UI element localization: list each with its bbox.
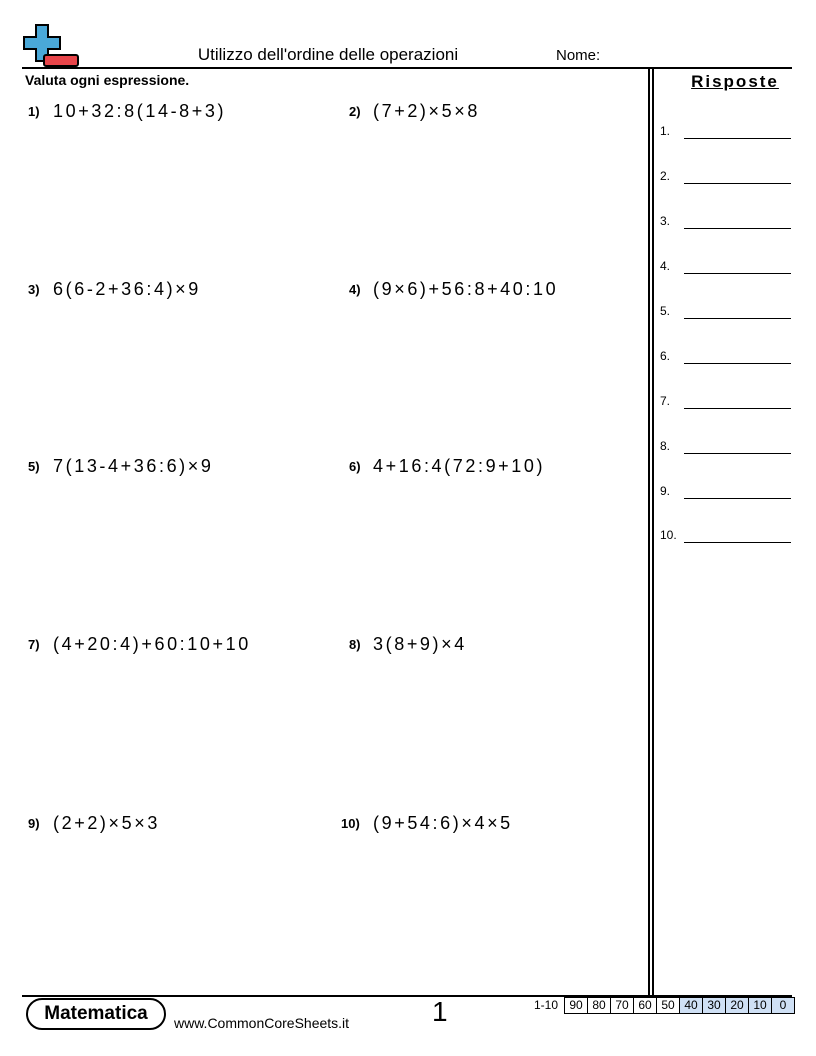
answer-line[interactable] bbox=[684, 138, 791, 139]
problem-expression: 3(8+9)×4 bbox=[373, 634, 467, 654]
score-table bbox=[564, 997, 795, 1014]
answer-line[interactable] bbox=[684, 273, 791, 274]
problem-number: 3) bbox=[28, 282, 40, 297]
problem-number: 4) bbox=[349, 282, 361, 297]
answer-line[interactable] bbox=[684, 318, 791, 319]
problem-expression: (4+20:4)+60:10+10 bbox=[53, 634, 251, 654]
score-cell: 30 bbox=[703, 998, 726, 1014]
answer-label: 2. bbox=[660, 169, 671, 183]
score-cell: 50 bbox=[657, 998, 680, 1014]
score-cell: 40 bbox=[680, 998, 703, 1014]
problem-expression: (2+2)×5×3 bbox=[53, 813, 160, 833]
problem-expression: 4+16:4(72:9+10) bbox=[373, 456, 546, 476]
answer-line[interactable] bbox=[684, 542, 791, 543]
score-range: 1-10 bbox=[534, 998, 559, 1012]
score-cell: 0 bbox=[772, 998, 795, 1014]
problem-expression: 7(13-4+36:6)×9 bbox=[53, 456, 214, 476]
problem-number: 1) bbox=[28, 104, 40, 119]
answer-line[interactable] bbox=[684, 228, 791, 229]
problem-number: 8) bbox=[349, 637, 361, 652]
header-divider bbox=[22, 67, 792, 69]
answer-label: 8. bbox=[660, 439, 671, 453]
problem-number: 7) bbox=[28, 637, 40, 652]
problem-expression: (9+54:6)×4×5 bbox=[373, 813, 513, 833]
problem-expression: 6(6-2+36:4)×9 bbox=[53, 279, 201, 299]
score-cell: 90 bbox=[565, 998, 588, 1014]
problem-number: 10) bbox=[341, 816, 360, 831]
answers-title: Risposte bbox=[691, 72, 779, 91]
answer-line[interactable] bbox=[684, 453, 791, 454]
problem-number: 5) bbox=[28, 459, 40, 474]
answer-label: 9. bbox=[660, 484, 671, 498]
worksheet-title: Utilizzo dell'ordine delle operazioni bbox=[197, 45, 459, 64]
answer-line[interactable] bbox=[684, 498, 791, 499]
problem-number: 6) bbox=[349, 459, 361, 474]
answer-label: 7. bbox=[660, 394, 671, 408]
problem-expression: 10+32:8(14-8+3) bbox=[53, 101, 227, 121]
score-cell: 10 bbox=[749, 998, 772, 1014]
name-label: Nome: bbox=[556, 47, 601, 64]
score-cell: 20 bbox=[726, 998, 749, 1014]
problem-expression: (7+2)×5×8 bbox=[373, 101, 480, 121]
answer-label: 6. bbox=[660, 349, 671, 363]
answer-label: 10. bbox=[660, 528, 677, 542]
site-url: www.CommonCoreSheets.it bbox=[174, 1015, 350, 1031]
answer-line[interactable] bbox=[684, 183, 791, 184]
column-divider bbox=[648, 68, 650, 996]
answer-line[interactable] bbox=[684, 408, 791, 409]
answer-line[interactable] bbox=[684, 363, 791, 364]
page-number: 1 bbox=[432, 996, 448, 1027]
answer-label: 5. bbox=[660, 304, 671, 318]
problem-number: 2) bbox=[349, 104, 361, 119]
answer-label: 4. bbox=[660, 259, 671, 273]
answer-label: 3. bbox=[660, 214, 671, 228]
score-cell: 80 bbox=[588, 998, 611, 1014]
score-cell: 70 bbox=[611, 998, 634, 1014]
answer-label: 1. bbox=[660, 124, 671, 138]
score-cell: 60 bbox=[634, 998, 657, 1014]
problem-number: 9) bbox=[28, 816, 40, 831]
column-divider bbox=[652, 68, 654, 996]
brand-badge: Matematica bbox=[26, 998, 166, 1030]
problem-expression: (9×6)+56:8+40:10 bbox=[373, 279, 559, 299]
instructions: Valuta ogni espressione. bbox=[25, 72, 190, 88]
